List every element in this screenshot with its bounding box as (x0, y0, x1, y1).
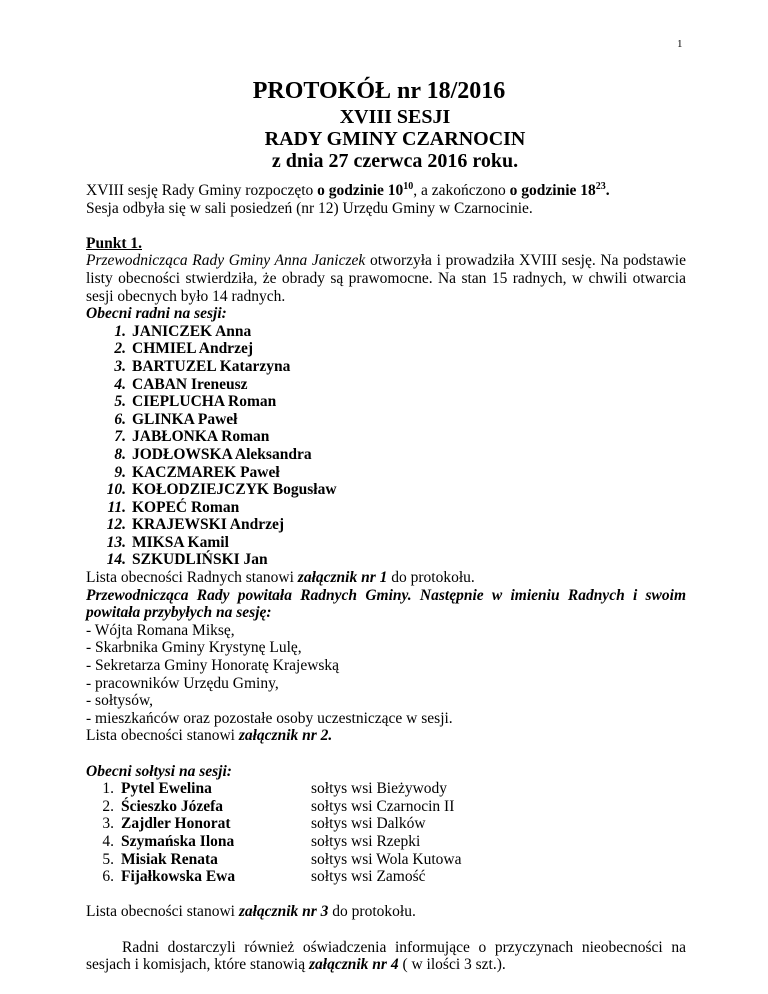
soltys-name: Ścieszko Józefa (121, 797, 224, 815)
soltys-name: Zajdler Honorat (121, 815, 231, 833)
soltys-number: 5. (102, 850, 114, 868)
radny-name: BARTUZEL Katarzyna (132, 357, 291, 375)
attachment-1: załącznik nr 1 (297, 569, 388, 587)
radny-name: JABŁONKA Roman (132, 428, 270, 446)
radny-name: KOŁODZIEJCZYK Bogusław (132, 481, 337, 499)
radny-name: KACZMAREK Paweł (132, 463, 280, 481)
intro-line-1 (86, 182, 686, 200)
declarations-paragraph (86, 939, 686, 974)
greeting-text: Przewodnicząca Rady powitała Radnych Gminy. Następnie w imieniu Radnych i swoim powitała przybyłych na sesję: (86, 586, 686, 622)
radny-number: 5. (114, 393, 126, 411)
lista-3 (86, 903, 686, 921)
lista-1-text: Lista obecności Radnych stanowi (86, 569, 298, 587)
guest-item: - Wójta Romana Miksę, (86, 621, 235, 639)
title-line-3: RADY GMINY CZARNOCIN (264, 128, 526, 150)
radny-number: 8. (114, 445, 126, 463)
soltys-name: Pytel Ewelina (121, 780, 212, 798)
soltysi-heading-text: Obecni sołtysi na sesji: (86, 762, 232, 780)
soltys-number: 3. (102, 815, 114, 833)
radny-item (86, 411, 686, 429)
soltys-row (86, 851, 686, 869)
radny-number: 9. (114, 463, 126, 481)
lista-2-text: Lista obecności stanowi (86, 727, 239, 745)
soltys-village: sołtys wsi Czarnocin II (311, 797, 455, 815)
guest-list (86, 622, 686, 728)
soltys-village: sołtys wsi Bieżywody (311, 780, 448, 798)
document-body (86, 182, 686, 974)
lista-2 (86, 727, 686, 745)
soltys-village: sołtys wsi Zamość (311, 868, 426, 886)
guest-item: - pracowników Urzędu Gminy, (86, 674, 279, 692)
radny-item (86, 534, 686, 552)
radni-heading (86, 305, 686, 323)
soltys-village: sołtys wsi Rzepki (311, 832, 421, 850)
radni-list (86, 323, 686, 569)
radny-name: KRAJEWSKI Andrzej (132, 516, 284, 534)
radny-name: SZKUDLIŃSKI Jan (132, 551, 268, 569)
soltys-row (86, 780, 686, 798)
guest-item: - Sekretarza Gminy Honoratę Krajewską (86, 657, 340, 675)
soltys-name: Szymańska Ilona (121, 832, 235, 850)
soltys-list (86, 780, 686, 886)
radny-number: 10. (106, 481, 126, 499)
soltys-row (86, 815, 686, 833)
start-time-text: o godzinie 10 (317, 182, 404, 199)
radny-item (86, 481, 686, 499)
radny-item (86, 358, 686, 376)
attachment-4: załącznik nr 4 (308, 956, 399, 974)
radny-item (86, 446, 686, 464)
soltys-name: Fijałkowska Ewa (121, 868, 236, 886)
attachment-2: załącznik nr 2. (238, 727, 333, 745)
radny-item (86, 323, 686, 341)
soltys-number: 4. (102, 832, 114, 850)
radny-name: MIKSA Kamil (132, 533, 229, 551)
radny-item (86, 499, 686, 517)
intro-line-2: Sesja odbyła się w sali posiedzeń (nr 12) Urzędu Gminy w Czarnocinie. (86, 199, 533, 217)
radni-heading-text: Obecni radni na sesji: (86, 305, 227, 323)
end-time (510, 182, 610, 199)
soltys-name: Misiak Renata (121, 850, 218, 868)
soltys-row (86, 798, 686, 816)
document-title (0, 76, 768, 172)
radny-item (86, 428, 686, 446)
radny-number: 12. (106, 516, 126, 534)
end-time-text: o godzinie 18 (509, 182, 596, 199)
intro-text: XVIII sesję Rady Gminy rozpoczęto (86, 182, 318, 199)
lista-1-end: do protokołu. (387, 569, 475, 587)
end-time-sup: 23 (595, 181, 606, 192)
soltys-number: 6. (102, 868, 114, 886)
radny-item (86, 464, 686, 482)
radny-item (86, 516, 686, 534)
soltys-number: 2. (102, 797, 114, 815)
title-line-2: XVIII SESJI (339, 106, 451, 128)
page-number: 1 (677, 38, 683, 50)
guest-item: - mieszkańców oraz pozostałe osoby uczestniczące w sesji. (86, 709, 453, 727)
radny-number: 13. (106, 533, 126, 551)
greeting-paragraph (86, 587, 686, 622)
radny-name: GLINKA Paweł (132, 410, 238, 428)
opening-text: otworzyła i prowadziła XVIII sesję. Na podstawie listy obecności stwierdziła, że obrady są prawomocne. Na stan 15 radnych, w chwili otwarcia sesji obecnych było 14 radnych. (86, 252, 686, 305)
radny-item (86, 376, 686, 394)
start-time-sup: 10 (403, 181, 414, 192)
radny-name: KOPEĆ Roman (132, 498, 240, 516)
soltysi-heading (86, 763, 686, 781)
opening-paragraph (86, 252, 686, 305)
soltys-number: 1. (102, 780, 114, 798)
lista-3-text: Lista obecności stanowi (86, 903, 239, 921)
soltys-row (86, 868, 686, 886)
punkt-heading: Punkt 1. (86, 234, 142, 252)
radny-number: 4. (114, 375, 126, 393)
start-time (317, 182, 413, 199)
radny-number: 11. (107, 498, 126, 516)
soltys-village: sołtys wsi Dalków (311, 815, 426, 833)
soltys-row (86, 833, 686, 851)
radny-number: 3. (114, 357, 126, 375)
radny-name: JODŁOWSKA Aleksandra (132, 445, 312, 463)
radny-name: CIEPLUCHA Roman (132, 393, 277, 411)
radny-number: 1. (114, 322, 126, 340)
radny-number: 7. (114, 428, 126, 446)
radny-item (86, 393, 686, 411)
radny-number: 14. (106, 551, 126, 569)
radny-item (86, 551, 686, 569)
title-line-4: z dnia 27 czerwca 2016 roku. (271, 150, 519, 172)
radny-name: CHMIEL Andrzej (132, 340, 253, 358)
radny-name: JANICZEK Anna (132, 322, 252, 340)
title-line-1: PROTOKÓŁ nr 18/2016 (252, 78, 506, 104)
soltys-village: sołtys wsi Wola Kutowa (311, 850, 462, 868)
declarations-end: ( w ilości 3 szt.). (398, 956, 506, 974)
radny-name: CABAN Ireneusz (132, 375, 248, 393)
attachment-3: załącznik nr 3 (238, 903, 329, 921)
radny-number: 6. (114, 410, 126, 428)
radny-number: 2. (114, 340, 126, 358)
lista-1 (86, 569, 686, 587)
chair-name: Przewodnicząca Rady Gminy Anna Janiczek (86, 252, 366, 270)
declarations-text: Radni dostarczyli również oświadczenia informujące o przyczynach nieobecności na sesjach i komisjach, które stanowią (86, 938, 686, 974)
lista-3-end: do protokołu. (328, 903, 416, 921)
guest-item: - sołtysów, (86, 692, 154, 710)
guest-item: - Skarbnika Gminy Krystynę Lulę, (86, 639, 302, 657)
radny-item (86, 340, 686, 358)
end-period: . (605, 182, 610, 199)
intro-text-2: , a zakończono (413, 182, 510, 199)
